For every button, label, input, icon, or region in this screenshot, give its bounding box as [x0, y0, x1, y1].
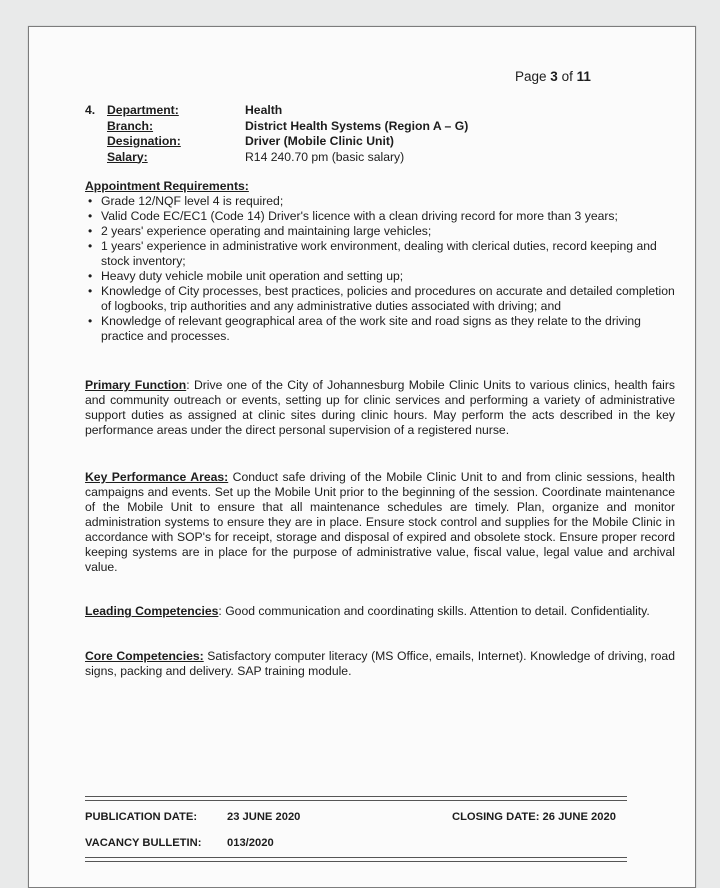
- salary-label: Salary:: [107, 149, 148, 164]
- core-competencies: [85, 649, 675, 679]
- closing-date: CLOSING DATE: 26 JUNE 2020: [452, 811, 616, 823]
- leading-text: : Good communication and coordinating skills. Attention to detail. Confidentiality.: [218, 604, 650, 618]
- page-number: Page 3 of 11: [515, 69, 591, 84]
- department-value: Health: [245, 103, 283, 117]
- footer-divider-bottom: [85, 857, 627, 862]
- designation-row: [85, 134, 468, 150]
- list-item: • Grade 12/NQF level 4 is required;: [85, 194, 675, 209]
- kpa-text: Conduct safe driving of the Mobile Clinic Unit to and from clinic sessions, health campaigns and events. Set up the Mobile Unit prior to the beginning of the session. Coordinate maintenance of the Mobile Unit to ensure that all maintenance schedules are timely. Plan, organize and monitor administration systems to ensure they are in place. Ensure stock control and supplies for the Mobile Clinic in accordance with SOP's for receipt, storage and disposal of expired and obsolete stock. Ensure proper record keeping systems are in place for the purpose of administrative value, fiscal value, legal value and archival value.: [85, 470, 675, 574]
- list-item: • Valid Code EC/EC1 (Code 14) Driver's licence with a clean driving record for more than 3 years;: [85, 209, 675, 224]
- primary-function-heading: Primary Function: [85, 378, 187, 392]
- branch-label: Branch:: [107, 118, 154, 133]
- core-heading: Core Competencies:: [85, 649, 204, 663]
- list-item: • Heavy duty vehicle mobile unit operation and setting up;: [85, 269, 675, 284]
- core-text: Satisfactory computer literacy (MS Office, emails, Internet). Knowledge of driving, road signs, packing and delivery. SAP training module.: [85, 649, 675, 678]
- primary-function-text: : Drive one of the City of Johannesburg Mobile Clinic Units to various clinics, health fairs and community outreach or events, setting up for clinic services and performing a variety of administrative support duties as assigned at clinic sites during clinic hours. May perform the acts described in the key performance areas under the direct personal supervision of a registered nurse.: [85, 378, 675, 437]
- list-item: • Knowledge of relevant geographical area of the work site and road signs as they relate to the driving practice and processes.: [85, 314, 675, 344]
- leading-competencies: [85, 604, 675, 619]
- department-label: Department:: [107, 103, 179, 117]
- kpa-heading: Key Performance Areas:: [85, 470, 229, 484]
- appointment-requirements: [85, 179, 675, 344]
- footer-divider-top: [85, 796, 627, 801]
- publication-date: 23 JUNE 2020: [227, 811, 301, 823]
- key-performance-areas: [85, 470, 675, 575]
- leading-heading: Leading Competencies: [85, 604, 219, 618]
- requirements-list: [85, 194, 675, 344]
- branch-value: District Health Systems (Region A – G): [245, 118, 469, 133]
- list-item: • 2 years' experience operating and maintaining large vehicles;: [85, 224, 675, 239]
- primary-function: [85, 378, 675, 438]
- bulletin-number: 013/2020: [227, 837, 274, 849]
- item-number: 4.: [85, 103, 96, 117]
- list-item: • Knowledge of City processes, best practices, policies and procedures on accurate and detailed completion of logbooks, trip authorities and any administrative duties associated with driving; and: [85, 284, 675, 314]
- bulletin-label: VACANCY BULLETIN:: [85, 837, 202, 849]
- publication-label: PUBLICATION DATE:: [85, 811, 198, 823]
- document-page: [28, 26, 696, 888]
- branch-row: [85, 119, 468, 135]
- designation-label: Designation:: [107, 134, 181, 148]
- department-block: [85, 103, 468, 165]
- salary-value: R14 240.70 pm (basic salary): [245, 149, 405, 164]
- salary-row: [85, 150, 468, 166]
- requirements-heading: Appointment Requirements:: [85, 179, 249, 193]
- list-item: • 1 years' experience in administrative work environment, dealing with clerical duties, record keeping and stock inventory;: [85, 239, 675, 269]
- department-row: [85, 103, 468, 119]
- designation-value: Driver (Mobile Clinic Unit): [245, 134, 394, 148]
